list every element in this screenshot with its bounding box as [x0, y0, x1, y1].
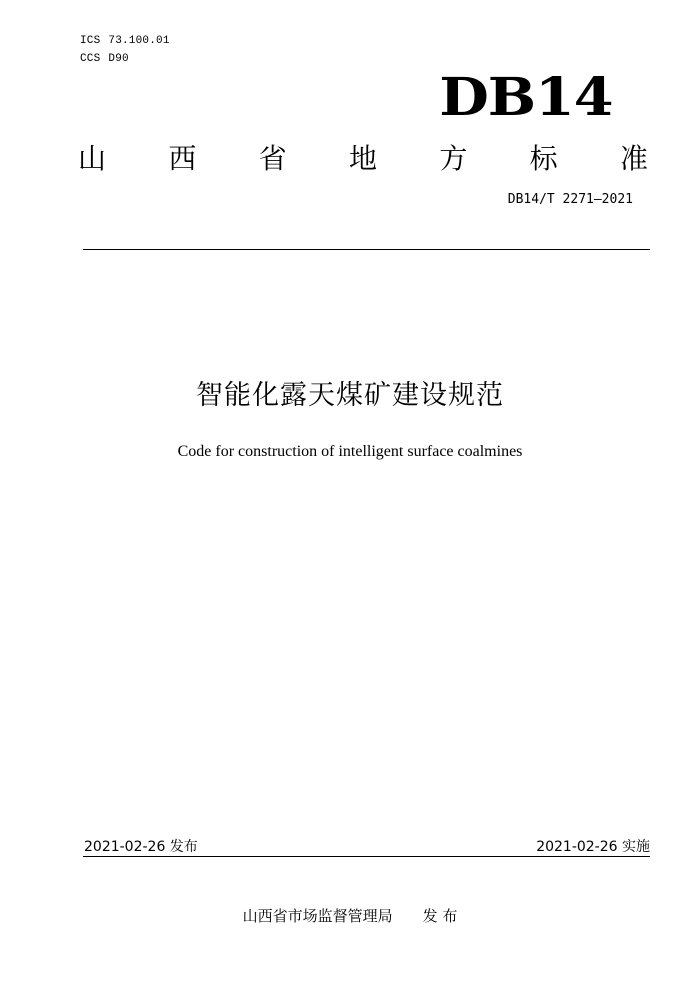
- ccs-label: CCS: [80, 53, 101, 65]
- standard-type-char: 省: [258, 142, 287, 175]
- bottom-divider: [83, 856, 650, 857]
- standard-number: DB14/T 2271—2021: [507, 192, 633, 207]
- document-title-cn: 智能化露天煤矿建设规范: [196, 380, 504, 411]
- issuer-org: 山西省市场监督管理局: [242, 907, 393, 925]
- standard-type-char: 西: [168, 142, 197, 175]
- top-divider: [83, 249, 650, 250]
- ccs-classification: [80, 53, 129, 65]
- ics-code: 73.100.01: [108, 35, 170, 47]
- ics-label: ICS: [80, 35, 101, 47]
- ics-classification: [80, 35, 170, 47]
- standard-type-char: 准: [619, 142, 648, 175]
- standard-type-title: [78, 142, 648, 175]
- issue-date: 2021-02-26 发布: [84, 839, 198, 855]
- standard-type-char: 地: [348, 142, 377, 175]
- ccs-code: D90: [108, 53, 129, 65]
- issuer-line: [0, 905, 700, 926]
- db14-logo: DB14: [438, 67, 612, 128]
- document-title-en: Code for construction of intelligent surface coalmines: [177, 443, 523, 460]
- issuer-action: 发 布: [422, 907, 458, 925]
- standard-type-char: 标: [529, 142, 558, 175]
- standard-type-char: 山: [78, 142, 107, 175]
- standard-type-char: 方: [439, 142, 468, 175]
- implementation-date: 2021-02-26 实施: [536, 839, 650, 855]
